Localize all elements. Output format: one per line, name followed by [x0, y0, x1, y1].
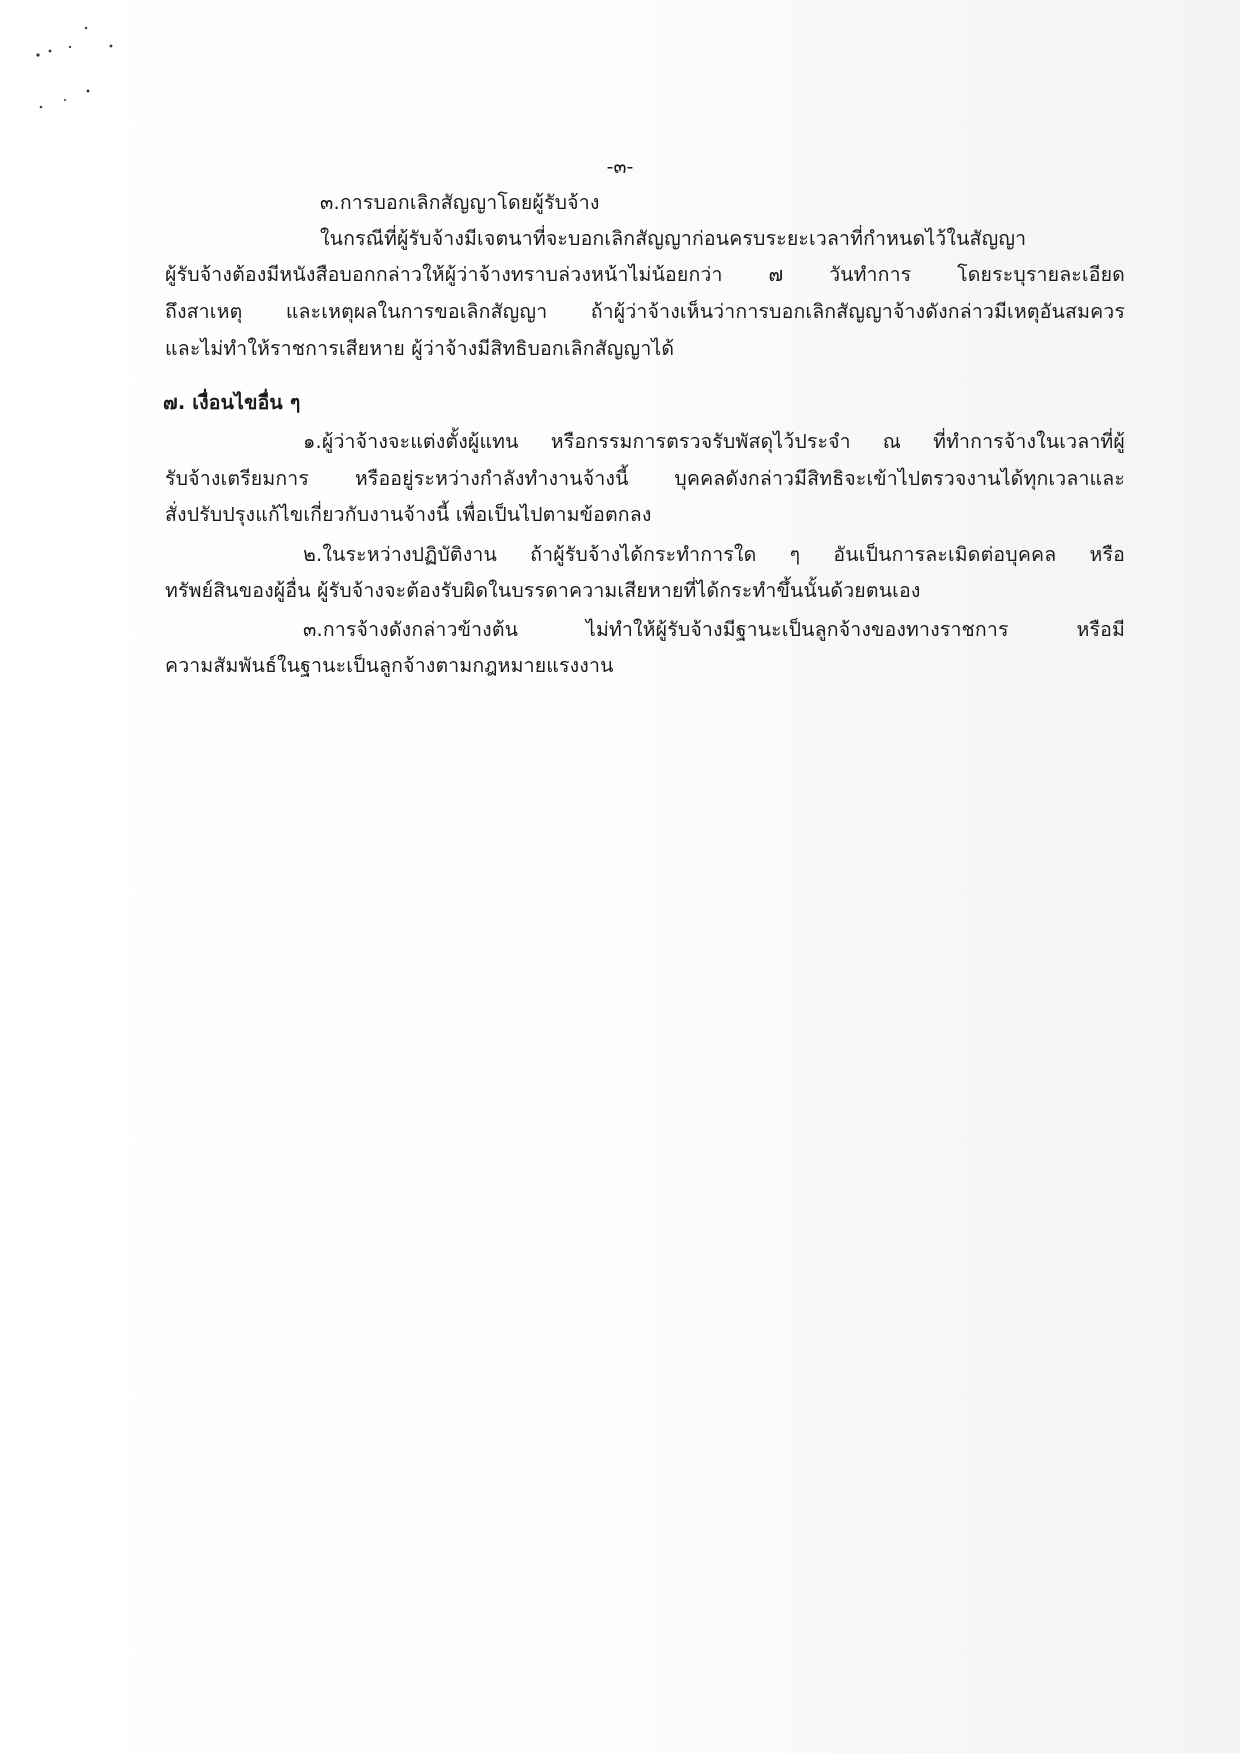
- clause-line: ความสัมพันธ์ในฐานะเป็นลูกจ้างตามกฎหมายแรงงาน: [165, 654, 614, 677]
- cancel-paragraph-line: และไม่ทำให้ราชการเสียหาย ผู้ว่าจ้างมีสิทธิบอกเลิกสัญญาได้: [165, 337, 675, 360]
- clause-line: ๑.ผู้ว่าจ้างจะแต่งตั้งผู้แทน หรือกรรมการตรวจรับพัสดุไว้ประจำ ณ ที่ทำการจ้างในเวลาที่ผู้: [303, 430, 1125, 453]
- section-heading: ๗. เงื่อนไขอื่น ๆ: [163, 391, 301, 414]
- page-number: -๓-: [606, 156, 634, 178]
- clause-line: ๒.ในระหว่างปฏิบัติงาน ถ้าผู้รับจ้างได้กระทำการใด ๆ อันเป็นการละเมิดต่อบุคคล หรือ: [303, 543, 1125, 566]
- scan-dot: [40, 106, 43, 109]
- scan-dot: [36, 53, 39, 56]
- scan-dot: [69, 46, 71, 48]
- scan-dot: [85, 27, 88, 30]
- scan-dot: [110, 45, 113, 48]
- clause-line: รับจ้างเตรียมการ หรืออยู่ระหว่างกำลังทำงานจ้างนี้ บุคคลดังกล่าวมีสิทธิจะเข้าไปตรวจงานได้ทุกเวลาและ: [165, 467, 1125, 490]
- scan-dot: [64, 99, 66, 101]
- scan-dot: [87, 90, 90, 93]
- cancel-paragraph-line: ถึงสาเหตุ และเหตุผลในการขอเลิกสัญญา ถ้าผู้ว่าจ้างเห็นว่าการบอกเลิกสัญญาจ้างดังกล่าวมีเหตุอันสมควร: [165, 300, 1125, 323]
- clause-line: สั่งปรับปรุงแก้ไขเกี่ยวกับงานจ้างนี้ เพื่อเป็นไปตามข้อตกลง: [165, 503, 652, 526]
- cancel-paragraph-line: ในกรณีที่ผู้รับจ้างมีเจตนาที่จะบอกเลิกสัญญาก่อนครบระยะเวลาที่กำหนดไว้ในสัญญา: [320, 227, 1027, 250]
- clause-line: ๓.การจ้างดังกล่าวข้างต้น ไม่ทำให้ผู้รับจ้างมีฐานะเป็นลูกจ้างของทางราชการ หรือมี: [303, 618, 1125, 641]
- cancel-subheading: ๓.การบอกเลิกสัญญาโดยผู้รับจ้าง: [320, 191, 600, 214]
- scan-dot: [49, 50, 52, 53]
- clause-line: ทรัพย์สินของผู้อื่น ผู้รับจ้างจะต้องรับผิดในบรรดาความเสียหายที่ได้กระทำขึ้นนั้นด้วยตนเอง: [165, 579, 921, 602]
- cancel-paragraph-line: ผู้รับจ้างต้องมีหนังสือบอกกล่าวให้ผู้ว่าจ้างทราบล่วงหน้าไม่น้อยกว่า ๗ วันทำการ โดยระบุรายละเอียด: [165, 263, 1125, 286]
- scan-noise-marks: [30, 20, 130, 120]
